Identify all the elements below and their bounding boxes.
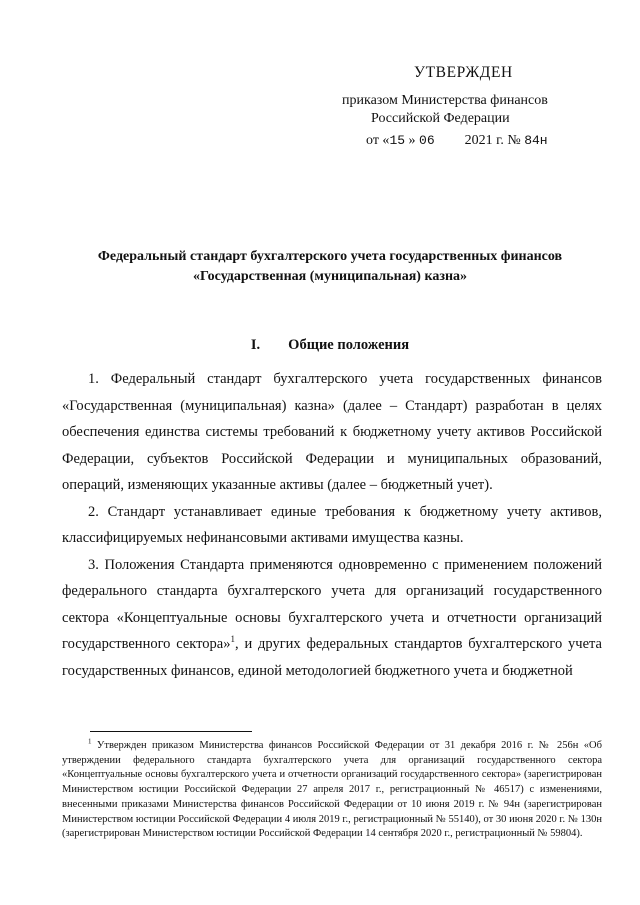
document-title-line-1: Федеральный стандарт бухгалтерского учета государственных финансов (97, 249, 563, 264)
paragraph-3 (62, 552, 602, 685)
paragraph-3-text-before: 3. Положения Стандарта применяются одновременно с применением положений федерального стандарта бухгалтерского учета для организаций государственного сектора «Концептуальные основы бухгалтерского учета и отчетности организаций государственного сектора» (62, 556, 602, 652)
paragraph-1: 1. Федеральный стандарт бухгалтерского учета государственных финансов «Государственная (муниципальная) казна» (далее – Стандарт) разработан в целях обеспечения единства системы требований к бюджетному учету активов Российской Федерации, субъектов Российской Федерации и муниципальных образований, операций, изменяющих указанные активы (далее – бюджетный учет). (62, 371, 602, 493)
footnote-reference: 1 (230, 634, 235, 645)
approval-block (330, 62, 610, 150)
footnote-divider (90, 731, 252, 732)
date-mid: » (405, 133, 420, 148)
approval-line-ministry: приказом Министерства финансов (342, 93, 548, 108)
date-month: 06 (419, 133, 435, 148)
date-prefix: от « (366, 133, 390, 148)
section-number: I. (250, 337, 261, 353)
approval-title: УТВЕРЖДЕН (414, 64, 513, 81)
section-heading (60, 337, 600, 354)
date-year: 2021 г. № (464, 133, 521, 148)
paragraph-3-text-after: , и других федеральных стандартов бухгалтерского учета государственных финансов, единой методологией бюджетного учета и бюджетной (62, 636, 602, 679)
document-title (60, 247, 600, 287)
approval-date-line (366, 132, 610, 150)
footnote-text: Утвержден приказом Министерства финансов Российской Федерации от 31 декабря 2016 г. № 256н «Об утверждении федерального стандарта бухгалтерского учета для организаций государственного сектора «Концептуальные основы бухгалтерского учета и отчетности организаций государственного сектора» (зарегистрирован Министерством юстиции Российской Федерации 27 апреля 2017 г., регистрационный № 46517) с изменениями, внесенными приказами Министерства финансов Российской Федерации от 10 июня 2019 г. № 94н (зарегистрирован Министерством юстиции Российской Федерации 4 июля 2019 г., регистрационный № 55140), от 30 июня 2020 г. № 130н (зарегистрирован Министерством юстиции Российской Федерации 14 сентября 2020 г., регистрационный № 59804). (62, 740, 602, 840)
footnote-marker: 1 (88, 737, 92, 746)
footnote (62, 739, 602, 842)
order-number: 84н (524, 133, 548, 148)
document-title-line-2: «Государственная (муниципальная) казна» (192, 269, 468, 284)
section-title: Общие положения (288, 337, 410, 353)
approval-line-country: Российской Федерации (371, 111, 510, 126)
paragraph-2: 2. Стандарт устанавливает единые требования к бюджетному учету активов, классифицируемых нефинансовыми активами имущества казны. (62, 503, 602, 546)
body-text (62, 366, 602, 684)
date-day: 15 (389, 133, 406, 148)
